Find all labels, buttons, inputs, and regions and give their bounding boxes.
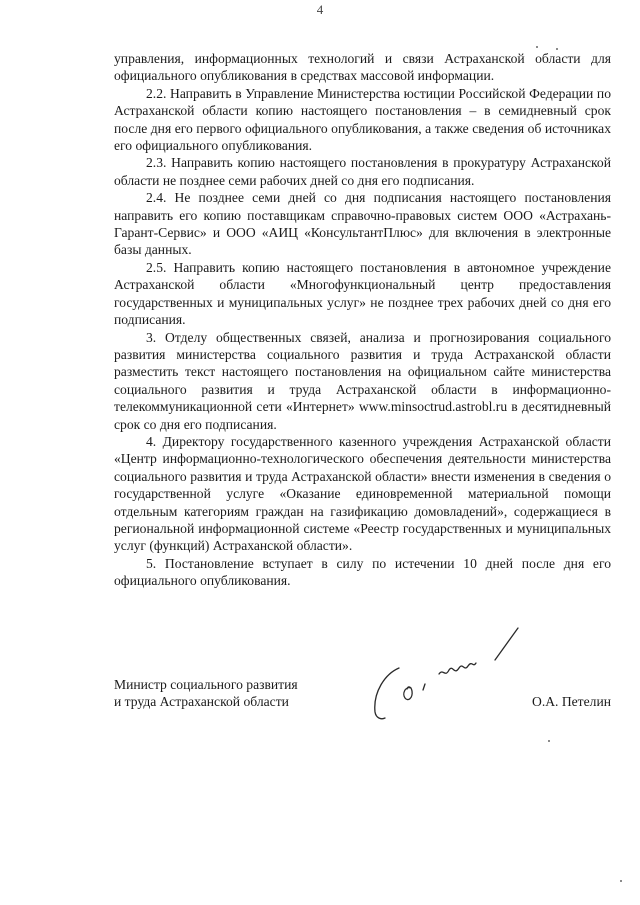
paragraph-3: 3. Отделу общественных связей, анализа и прогнозирования социального развития министерства социального развития и труда Астраханской области разместить текст настоящего постановления на официальном сайте министерства социального развития и труда Астраханской области в информационно-телекоммуникационной сети «Интернет» www.minsoctrud.astrobl.ru в десятидневный срок со дня его подписания. [114,329,611,432]
document-body [114,50,611,590]
signer-title-line-2: и труда Астраханской области [114,694,289,710]
page-number: 4 [316,2,324,17]
paragraph-2-4: 2.4. Не позднее семи дней со дня подписания настоящего постановления направить его копию поставщикам справочно-правовых систем ООО «Астрахань-Гарант-Сервис» и ООО «АИЦ «КонсультантПлюс» для включения в электронные базы данных. [114,190,611,258]
paragraph-2-3: 2.3. Направить копию настоящего постановления в прокуратуру Астраханской области не позднее семи рабочих дней со дня его подписания. [114,155,611,188]
scan-speck [556,48,558,50]
signer-name: О.А. Петелин [532,694,611,709]
scan-speck [536,46,538,48]
paragraph-2-2: 2.2. Направить в Управление Министерства юстиции Российской Федерации по Астраханской области копию настоящего постановления – в семидневный срок после дня его первого официального опубликования, а также сведения об источниках его официального опубликования. [114,85,611,154]
paragraph-4: 4. Директору государственного казенного учреждения Астраханской области «Центр информационно-технологического обеспечения деятельности министерства социального развития и труда Астраханской области» внести изменения в сведения о государственной услуге «Оказание единовременной материальной помощи отдельным категориям граждан на газификацию домовладений», содержащиеся в региональной информационной системе «Реестр государственных и муниципальных услуг (функций) Астраханской области». [114,433,611,554]
paragraph-continuation: управления, информационных технологий и связи Астраханской области для официального опубликования в средствах массовой информации. [114,51,611,84]
signer-title-line-1: Министр социального развития [114,677,298,692]
signature-block [114,676,611,736]
paragraph-2-5: 2.5. Направить копию настоящего постановления в автономное учреждение Астраханской области «Многофункциональный центр предоставления государственных и муниципальных услуг» не позднее трех рабочих дней со дня его подписания. [114,259,611,328]
scan-speck [620,880,622,882]
paragraph-5: 5. Постановление вступает в силу по истечении 10 дней после дня его официального опубликования. [114,555,611,589]
signer-title [114,676,298,711]
scan-speck [548,740,550,742]
